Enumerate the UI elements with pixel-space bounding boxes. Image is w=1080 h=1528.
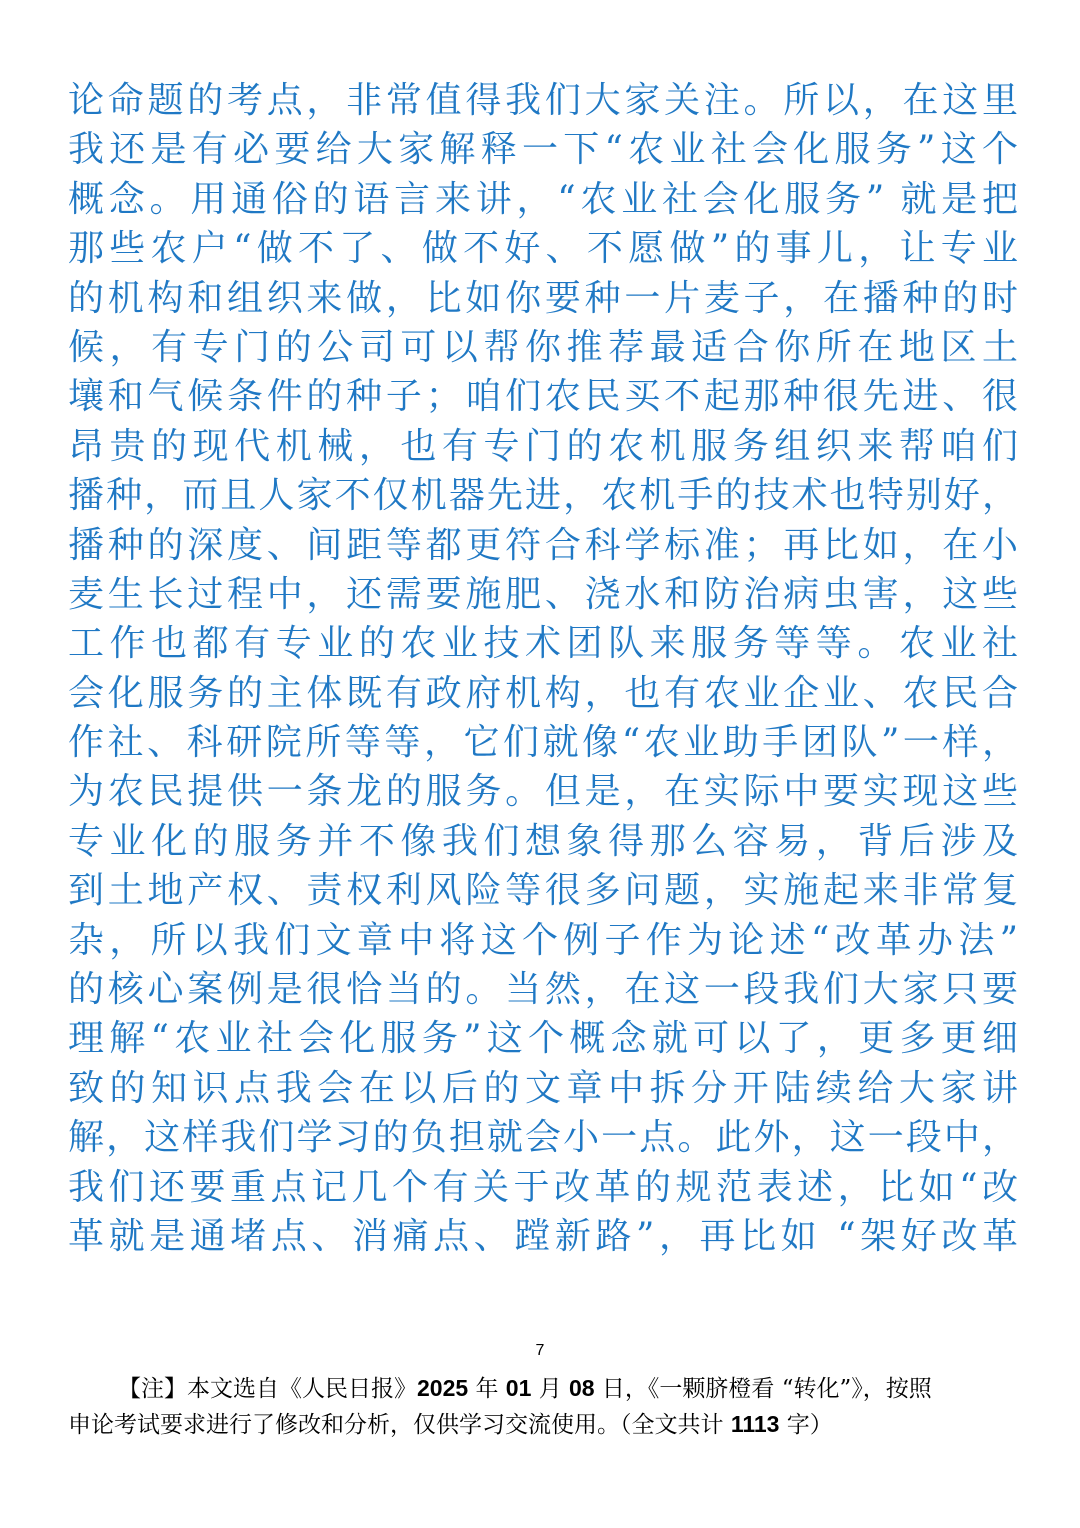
body-line: 解，这样我们学习的负担就会小一点。此外，这一段中， xyxy=(68,1117,1018,1159)
body-line: 那些农户“做不了、做不好、不愿做”的事儿，让专业 xyxy=(68,228,1018,270)
body-line: 播种的深度、间距等都更符合科学标准；再比如，在小 xyxy=(68,524,1018,566)
note-suffix: 日，《一颗脐橙看 “转化”》，按照 xyxy=(594,1376,932,1402)
body-line: 会化服务的主体既有政府机构，也有农业企业、农民合 xyxy=(68,672,1018,714)
body-line: 我还是有必要给大家解释一下“农业社会化服务”这个 xyxy=(68,129,1018,171)
body-line: 作社、科研院所等等，它们就像“农业助手团队”一样， xyxy=(68,722,1018,764)
body-line: 杂，所以我们文章中将这个例子作为论述“改革办法” xyxy=(68,919,1018,961)
body-line: 为农民提供一条龙的服务。但是，在实际中要实现这些 xyxy=(68,771,1018,813)
note-line-1 xyxy=(68,1370,1018,1406)
body-line: 壤和气候条件的种子；咱们农民买不起那种很先进、很 xyxy=(68,376,1018,418)
page-number: 7 xyxy=(535,1342,545,1359)
body-line: 革就是通堵点、消痛点、蹚新路”，再比如 “架好改革 xyxy=(68,1215,1018,1257)
body-line: 播种，而且人家不仅机器先进，农机手的技术也特别好， xyxy=(68,475,1018,517)
body-line: 致的知识点我会在以后的文章中拆分开陆续给大家讲 xyxy=(68,1067,1018,1109)
body-line: 的核心案例是很恰当的。当然，在这一段我们大家只要 xyxy=(68,969,1018,1011)
body-line: 理解“农业社会化服务”这个概念就可以了，更多更细 xyxy=(68,1018,1018,1060)
body-line: 的机构和组织来做，比如你要种一片麦子，在播种的时 xyxy=(68,277,1018,319)
body-line: 专业化的服务并不像我们想象得那么容易，背后涉及 xyxy=(68,820,1018,862)
body-line: 到土地产权、责权利风险等很多问题，实施起来非常复 xyxy=(68,870,1018,912)
note-line2-prefix: 申论考试要求进行了修改和分析，仅供学习交流使用。（全文共计 xyxy=(68,1412,731,1438)
body-line: 概念。用通俗的语言来讲，“农业社会化服务” 就是把 xyxy=(68,178,1018,220)
body-line: 候，有专门的公司可以帮你推荐最适合你所在地区土 xyxy=(68,326,1018,368)
note-year-unit: 年 xyxy=(468,1376,506,1402)
body-line: 昂贵的现代机械，也有专门的农机服务组织来帮咱们 xyxy=(68,425,1018,467)
note-line-2 xyxy=(68,1406,1018,1442)
note-line2-suffix: 字） xyxy=(779,1412,833,1438)
note-word-count: 1113 xyxy=(730,1411,780,1437)
body-text xyxy=(68,76,1018,1261)
body-line: 工作也都有专业的农业技术团队来服务等等。农业社 xyxy=(68,623,1018,665)
note-month: 01 xyxy=(505,1375,532,1401)
note-month-unit: 月 xyxy=(531,1376,570,1402)
note-day: 08 xyxy=(569,1375,595,1401)
body-line: 麦生长过程中，还需要施肥、浇水和防治病虫害，这些 xyxy=(68,573,1018,615)
source-note xyxy=(68,1370,1018,1442)
note-year: 2025 xyxy=(417,1375,469,1401)
body-line: 论命题的考点，非常值得我们大家关注。所以，在这里 xyxy=(68,80,1018,121)
note-prefix: 【注】本文选自《人民日报》 xyxy=(118,1376,417,1402)
body-line: 我们还要重点记几个有关于改革的规范表述，比如“改 xyxy=(68,1166,1018,1208)
